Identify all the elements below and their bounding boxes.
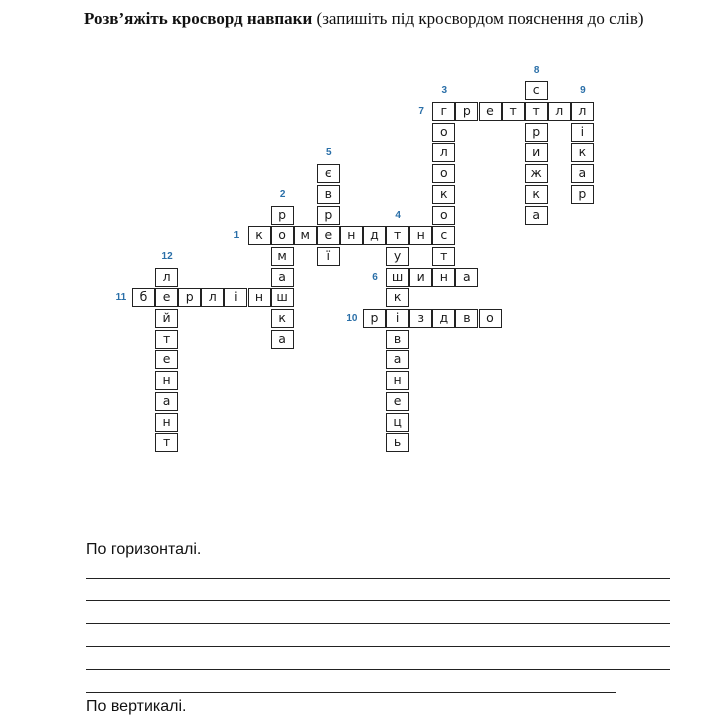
crossword-cell[interactable]: т [502,102,525,121]
crossword-cell[interactable]: ц [386,413,409,432]
crossword-cell[interactable]: а [386,350,409,369]
crossword-cell[interactable]: е [386,392,409,411]
crossword-cell[interactable]: д [432,309,455,328]
clue-number: 8 [533,64,540,76]
clue-number: 10 [346,313,358,324]
crossword-cell[interactable]: і [224,288,247,307]
crossword-cell[interactable]: д [363,226,386,245]
clue-number: 3 [441,85,448,97]
crossword-cell[interactable]: р [363,309,386,328]
crossword-cell[interactable]: т [155,330,178,349]
crossword-cell[interactable]: т [432,247,455,266]
crossword-cell[interactable]: и [525,143,548,162]
crossword-cell[interactable]: ж [525,164,548,183]
crossword-cell[interactable]: а [271,330,294,349]
crossword-cell[interactable]: б [132,288,155,307]
crossword-cell[interactable]: з [409,309,432,328]
crossword-cell[interactable]: н [386,371,409,390]
crossword-cell[interactable]: с [525,81,548,100]
crossword-cell[interactable]: ш [271,288,294,307]
crossword-cell[interactable]: і [571,123,594,142]
crossword-cell[interactable]: л [548,102,571,121]
crossword-cell[interactable]: и [409,268,432,287]
vertical-section-label: По вертикалі. [86,698,187,715]
answer-line[interactable] [86,692,616,693]
crossword-cell[interactable]: р [571,185,594,204]
crossword-cell[interactable]: л [155,268,178,287]
crossword-cell[interactable]: е [155,350,178,369]
crossword-cell[interactable]: ї [317,247,340,266]
crossword-cell[interactable]: і [386,309,409,328]
crossword-cell[interactable]: т [155,433,178,452]
crossword-cell[interactable]: а [155,392,178,411]
crossword-cell[interactable]: м [294,226,317,245]
crossword-cell[interactable]: т [386,226,409,245]
crossword-cell[interactable]: г [432,102,455,121]
crossword-cell[interactable]: а [525,206,548,225]
answer-line[interactable] [86,646,670,647]
crossword-cell[interactable]: н [248,288,271,307]
crossword-cell[interactable]: к [248,226,271,245]
crossword-cell[interactable]: р [317,206,340,225]
crossword-cell[interactable]: а [455,268,478,287]
crossword-cell[interactable]: н [340,226,363,245]
crossword-cell[interactable]: в [317,185,340,204]
crossword-cell[interactable]: є [317,164,340,183]
crossword-cell[interactable]: р [525,123,548,142]
crossword-cell[interactable]: р [178,288,201,307]
crossword-cell[interactable]: н [155,371,178,390]
crossword-cell[interactable]: е [479,102,502,121]
crossword-cell[interactable]: л [432,143,455,162]
crossword-cell[interactable]: с [432,226,455,245]
crossword-cell[interactable]: о [432,164,455,183]
clue-number: 12 [161,250,173,262]
clue-number: 6 [372,271,378,283]
clue-number: 9 [580,85,586,97]
answer-line[interactable] [86,578,670,579]
crossword-cell[interactable]: в [455,309,478,328]
crossword-cell[interactable]: к [386,288,409,307]
crossword-cell[interactable]: р [455,102,478,121]
clue-number: 11 [115,292,127,304]
crossword-cell[interactable]: н [409,226,432,245]
crossword-cell[interactable]: к [525,185,548,204]
crossword-cell[interactable]: в [386,330,409,349]
crossword-cell[interactable]: н [432,268,455,287]
clue-number: 2 [279,188,286,200]
clue-number: 4 [395,209,401,221]
crossword-cell[interactable]: к [571,143,594,162]
crossword-cell[interactable]: л [201,288,224,307]
crossword-cell[interactable]: а [571,164,594,183]
crossword-cell[interactable]: е [155,288,178,307]
clue-number: 1 [233,230,240,242]
task-instruction-rest: (запишіть під кросвордом пояснення до слів) [312,9,644,28]
crossword-cell[interactable]: р [271,206,294,225]
crossword-cell[interactable]: й [155,309,178,328]
crossword-cell[interactable]: у [386,247,409,266]
answer-line[interactable] [86,669,670,670]
crossword-cell[interactable]: ш [386,268,409,287]
answer-line[interactable] [86,600,670,601]
task-instruction-bold: Розв’яжіть кросворд навпаки [84,9,313,28]
answer-line[interactable] [86,623,670,624]
horizontal-section-label: По горизонталі. [86,541,202,558]
crossword-cell[interactable]: л [571,102,594,121]
crossword-cell[interactable]: н [155,413,178,432]
crossword-cell[interactable]: е [317,226,340,245]
crossword-cell[interactable]: ь [386,433,409,452]
clue-number: 7 [418,106,424,117]
crossword-cell[interactable]: о [479,309,502,328]
crossword-cell[interactable]: о [432,206,455,225]
crossword-cell[interactable]: к [432,185,455,204]
crossword-cell[interactable]: о [432,123,455,142]
crossword-cell[interactable]: о [271,226,294,245]
crossword-cell[interactable]: т [525,102,548,121]
crossword-cell[interactable]: м [271,247,294,266]
clue-number: 5 [326,147,332,159]
crossword-cell[interactable]: а [271,268,294,287]
crossword-cell[interactable]: к [271,309,294,328]
